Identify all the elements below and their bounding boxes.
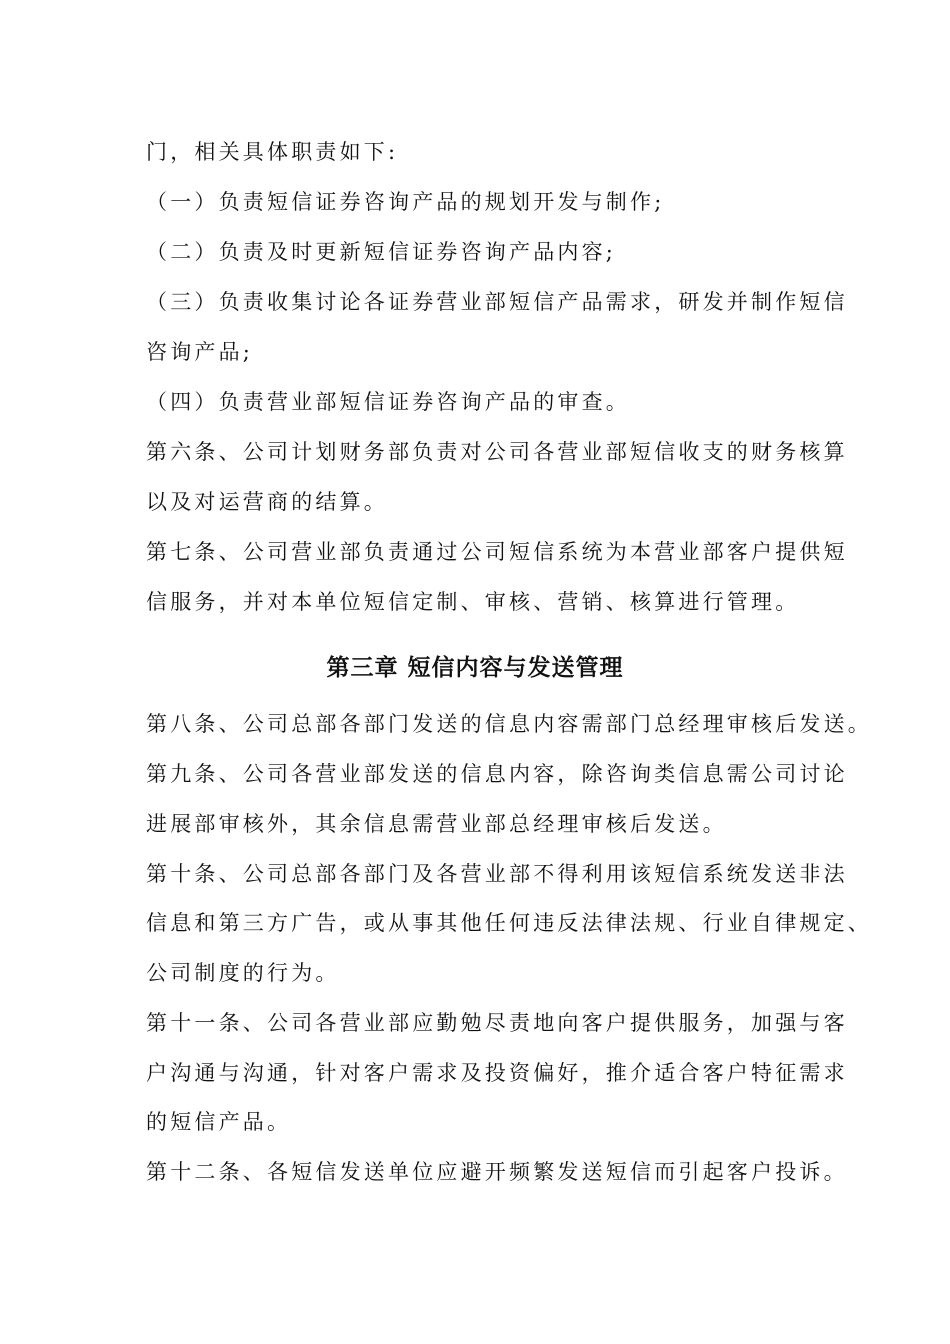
body-line-12: 第九条、公司各营业部发送的信息内容，除咨询类信息需公司讨论 (146, 762, 848, 786)
body-line-3: （二）负责及时更新短信证券咨询产品内容; (146, 240, 617, 264)
body-line-15: 信息和第三方广告，或从事其他任何违反法律法规、行业自律规定、 (146, 911, 872, 935)
body-line-19: 的短信产品。 (146, 1110, 292, 1134)
body-line-9: 第七条、公司营业部负责通过公司短信系统为本营业部客户提供短 (146, 540, 848, 564)
body-line-1: 门，相关具体职责如下: (146, 140, 399, 164)
body-line-11: 第八条、公司总部各部门发送的信息内容需部门总经理审核后发送。 (146, 712, 872, 736)
body-line-10: 信服务，并对本单位短信定制、审核、营销、核算进行管理。 (146, 590, 800, 614)
body-line-17: 第十一条、公司各营业部应勤勉尽责地向客户提供服务，加强与客 (146, 1011, 848, 1035)
body-line-20: 第十二条、各短信发送单位应避开频繁发送短信而引起客户投诉。 (146, 1160, 848, 1184)
body-line-8: 以及对运营商的结算。 (146, 490, 388, 514)
body-line-6: （四）负责营业部短信证券咨询产品的审查。 (146, 390, 630, 414)
body-line-13: 进展部审核外，其余信息需营业部总经理审核后发送。 (146, 812, 727, 836)
body-line-2: （一）负责短信证券咨询产品的规划开发与制作; (146, 190, 665, 214)
body-line-18: 户沟通与沟通，针对客户需求及投资偏好，推介适合客户特征需求 (146, 1061, 848, 1085)
body-line-7: 第六条、公司计划财务部负责对公司各营业部短信收支的财务核算 (146, 440, 848, 464)
body-line-16: 公司制度的行为。 (146, 961, 340, 985)
body-line-5: 咨询产品; (146, 340, 254, 364)
body-line-4: （三）负责收集讨论各证券营业部短信产品需求，研发并制作短信 (146, 290, 848, 314)
chapter-heading: 第三章 短信内容与发送管理 (326, 655, 624, 681)
body-line-14: 第十条、公司总部各部门及各营业部不得利用该短信系统发送非法 (146, 862, 848, 886)
